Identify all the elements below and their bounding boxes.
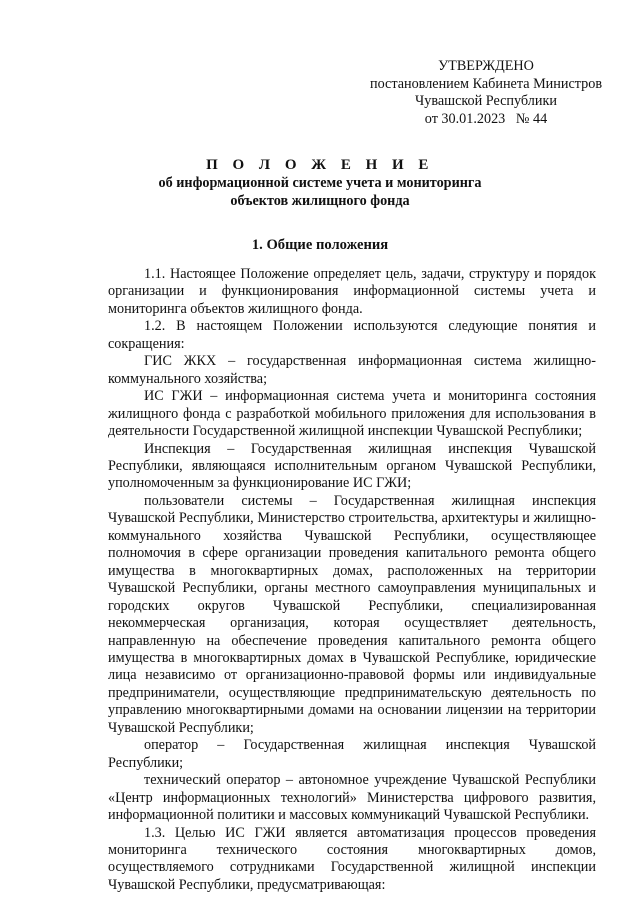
document-subtitle-line-2: объектов жилищного фонда [230, 192, 410, 209]
definition-inspection: Инспекция – Государственная жилищная инспекция Чувашской Республики, являющаяся исполнительным органом Чувашской Республики, уполномоченным за функционирование ИС ГЖИ; [108, 440, 596, 492]
approval-stamp [356, 58, 616, 128]
section-heading: 1. Общие положения [251, 237, 389, 253]
paragraph-1-1: 1.1. Настоящее Положение определяет цель, задачи, структуру и порядок организации и функционирования информационной системы учета и мониторинга объектов жилищного фонда. [108, 266, 596, 317]
approval-heading: УТВЕРЖДЕНО [438, 58, 534, 74]
definition-gis-zhkh: ГИС ЖКХ – государственная информационная система жилищно-коммунального хозяйства; [108, 353, 596, 387]
paragraph-1-2: 1.2. В настоящем Положении используются следующие понятия и сокращения: [108, 318, 596, 352]
document-title: П О Л О Ж Е Н И Е [206, 157, 434, 173]
approval-issuer: постановлением Кабинета Министров [369, 75, 603, 92]
document-title-block [0, 156, 640, 210]
document-subtitle-line-1: об информационной системе учета и мониторинга [158, 175, 482, 191]
definition-operator: оператор – Государственная жилищная инспекция Чувашской Республики; [108, 737, 596, 771]
section-body [108, 266, 596, 894]
definition-system-users: пользователи системы – Государственная жилищная инспекция Чувашской Республики, Министерство строительства, архитектуры и жилищно-коммунального хозяйства Чувашской Республики, осуществляющее полномочия в сфере организации проведения капитального ремонта общего имущества в многоквартирных домах, расположенных на территории Чувашской Республики, органы местного самоуправления муниципальных и городских округов Чувашской Республики, специализированная некоммерческая организация, которая осуществляет деятельность, направленную на обеспечение проведения капитального ремонта общего имущества в многоквартирных домах в Чувашской Республике, юридические лица независимо от организационно-правовой формы или индивидуальные предприниматели, осуществляющие предпринимательскую деятельность по управлению многоквартирными домами на основании лицензии на территории Чувашской Республики; [108, 492, 596, 736]
definition-is-gzhi: ИС ГЖИ – информационная система учета и мониторинга состояния жилищного фонда с разработкой мобильного приложения для использования в деятельности Государственной жилищной инспекции Чувашской Республики; [108, 388, 596, 440]
definition-technical-operator: технический оператор – автономное учреждение Чувашской Республики «Центр информационных технологий» Министерства цифрового развития, информационной политики и массовых коммуникаций Чувашской Республики. [108, 772, 596, 824]
paragraph-1-3: 1.3. Целью ИС ГЖИ является автоматизация процессов проведения мониторинга технического состояния многоквартирных домов, осуществляемого сотрудниками Государственной жилищной инспекции Чувашской Республики, предусматривающая: [108, 824, 596, 893]
approval-region: Чувашской Республики [415, 93, 557, 110]
approval-date-number: от 30.01.2023 № 44 [424, 110, 548, 127]
